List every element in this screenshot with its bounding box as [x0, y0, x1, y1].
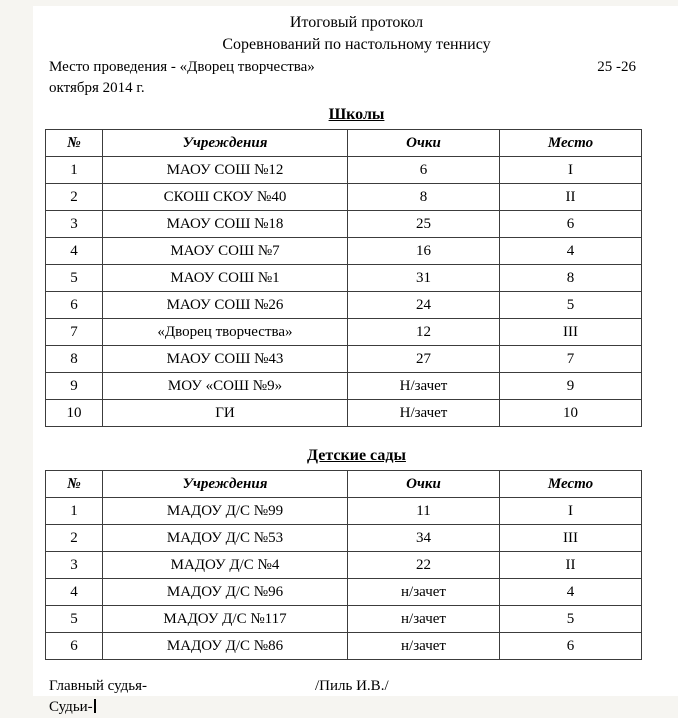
table-cell: н/зачет	[348, 633, 500, 660]
table-row	[46, 400, 642, 427]
location-text: Место проведения - «Дворец творчества»	[49, 59, 315, 75]
table-row	[46, 633, 642, 660]
table-cell: 7	[500, 346, 642, 373]
table-cell: МАДОУ Д/С №117	[103, 606, 348, 633]
table-cell: 8	[46, 346, 103, 373]
table-cell: 5	[500, 606, 642, 633]
text-cursor	[94, 699, 96, 713]
table-row	[46, 579, 642, 606]
column-header-points: Очки	[348, 130, 500, 157]
table-cell: 5	[46, 606, 103, 633]
table-cell: 9	[46, 373, 103, 400]
table-cell: II	[500, 184, 642, 211]
table-cell: 10	[46, 400, 103, 427]
table-cell: I	[500, 498, 642, 525]
document-title-line1: Итоговый протокол	[289, 14, 424, 31]
table-cell: 4	[46, 579, 103, 606]
table-cell: 25	[348, 211, 500, 238]
document-page	[33, 6, 678, 715]
table-cell: II	[500, 552, 642, 579]
table-cell: МАОУ СОШ №43	[103, 346, 348, 373]
kindergartens-table	[45, 470, 642, 660]
table-cell: 1	[46, 498, 103, 525]
column-header-institution: Учреждения	[103, 471, 348, 498]
table-cell: МАДОУ Д/С №96	[103, 579, 348, 606]
table-cell: 24	[348, 292, 500, 319]
table-cell: III	[500, 319, 642, 346]
table-cell: III	[500, 525, 642, 552]
meta-line1	[43, 57, 670, 77]
table-cell: СКОШ СКОУ №40	[103, 184, 348, 211]
table-row	[46, 525, 642, 552]
table-cell: 4	[46, 238, 103, 265]
column-header-place: Место	[500, 471, 642, 498]
table-cell: «Дворец творчества»	[103, 319, 348, 346]
document-title-line2: Соревнований по настольному теннису	[222, 36, 491, 53]
table-cell: МАОУ СОШ №18	[103, 211, 348, 238]
kindergartens-header-row	[46, 471, 642, 498]
table-cell: 4	[500, 238, 642, 265]
table-row	[46, 292, 642, 319]
table-row	[46, 552, 642, 579]
table-cell: МАОУ СОШ №26	[103, 292, 348, 319]
date-range: 25 -26	[597, 59, 636, 75]
table-cell: 12	[348, 319, 500, 346]
column-header-number: №	[46, 471, 103, 498]
schools-table	[45, 129, 642, 427]
table-cell: ГИ	[103, 400, 348, 427]
table-row	[46, 606, 642, 633]
table-cell: 22	[348, 552, 500, 579]
schools-header-row	[46, 130, 642, 157]
table-cell: 6	[46, 633, 103, 660]
table-cell: 8	[500, 265, 642, 292]
chief-judge-name: /Пиль И.В./	[315, 678, 389, 694]
column-header-points: Очки	[348, 471, 500, 498]
table-cell: 5	[500, 292, 642, 319]
table-cell: 1	[46, 157, 103, 184]
table-row	[46, 319, 642, 346]
judges-label: Судьи-	[49, 699, 93, 715]
column-header-place: Место	[500, 130, 642, 157]
table-row	[46, 265, 642, 292]
table-cell: 2	[46, 184, 103, 211]
table-cell: 16	[348, 238, 500, 265]
table-cell: МАДОУ Д/С №53	[103, 525, 348, 552]
table-cell: МАДОУ Д/С №4	[103, 552, 348, 579]
table-cell: МОУ «СОШ №9»	[103, 373, 348, 400]
table-row	[46, 211, 642, 238]
table-cell: МАОУ СОШ №1	[103, 265, 348, 292]
table-row	[46, 238, 642, 265]
table-cell: 7	[46, 319, 103, 346]
meta-line2	[43, 78, 670, 98]
table-cell: 3	[46, 552, 103, 579]
table-cell: н/зачет	[348, 579, 500, 606]
footer-block	[43, 676, 670, 718]
table-cell: 6	[500, 633, 642, 660]
table-cell: 31	[348, 265, 500, 292]
table-cell: Н/зачет	[348, 400, 500, 427]
date-text: октября 2014 г.	[49, 80, 145, 96]
table-cell: 6	[500, 211, 642, 238]
judges-line	[49, 697, 670, 718]
table-cell: 9	[500, 373, 642, 400]
table-cell: 11	[348, 498, 500, 525]
table-cell: МАДОУ Д/С №86	[103, 633, 348, 660]
table-row	[46, 184, 642, 211]
table-row	[46, 346, 642, 373]
table-cell: 2	[46, 525, 103, 552]
table-cell: 27	[348, 346, 500, 373]
table-cell: 8	[348, 184, 500, 211]
table-cell: 6	[46, 292, 103, 319]
table-cell: 3	[46, 211, 103, 238]
table-cell: 5	[46, 265, 103, 292]
table-cell: н/зачет	[348, 606, 500, 633]
table-cell: 6	[348, 157, 500, 184]
table-cell: 10	[500, 400, 642, 427]
table-row	[46, 373, 642, 400]
table-row	[46, 498, 642, 525]
column-header-number: №	[46, 130, 103, 157]
chief-judge-label: Главный судья-	[49, 678, 148, 694]
table-cell: 4	[500, 579, 642, 606]
table-cell: МАДОУ Д/С №99	[103, 498, 348, 525]
column-header-institution: Учреждения	[103, 130, 348, 157]
table-cell: МАОУ СОШ №12	[103, 157, 348, 184]
section-heading-schools: Школы	[328, 106, 385, 123]
table-cell: МАОУ СОШ №7	[103, 238, 348, 265]
section-heading-kindergartens: Детские сады	[307, 447, 406, 464]
table-cell: 34	[348, 525, 500, 552]
table-row	[46, 157, 642, 184]
table-cell: Н/зачет	[348, 373, 500, 400]
table-cell: I	[500, 157, 642, 184]
chief-judge-line	[49, 676, 670, 697]
